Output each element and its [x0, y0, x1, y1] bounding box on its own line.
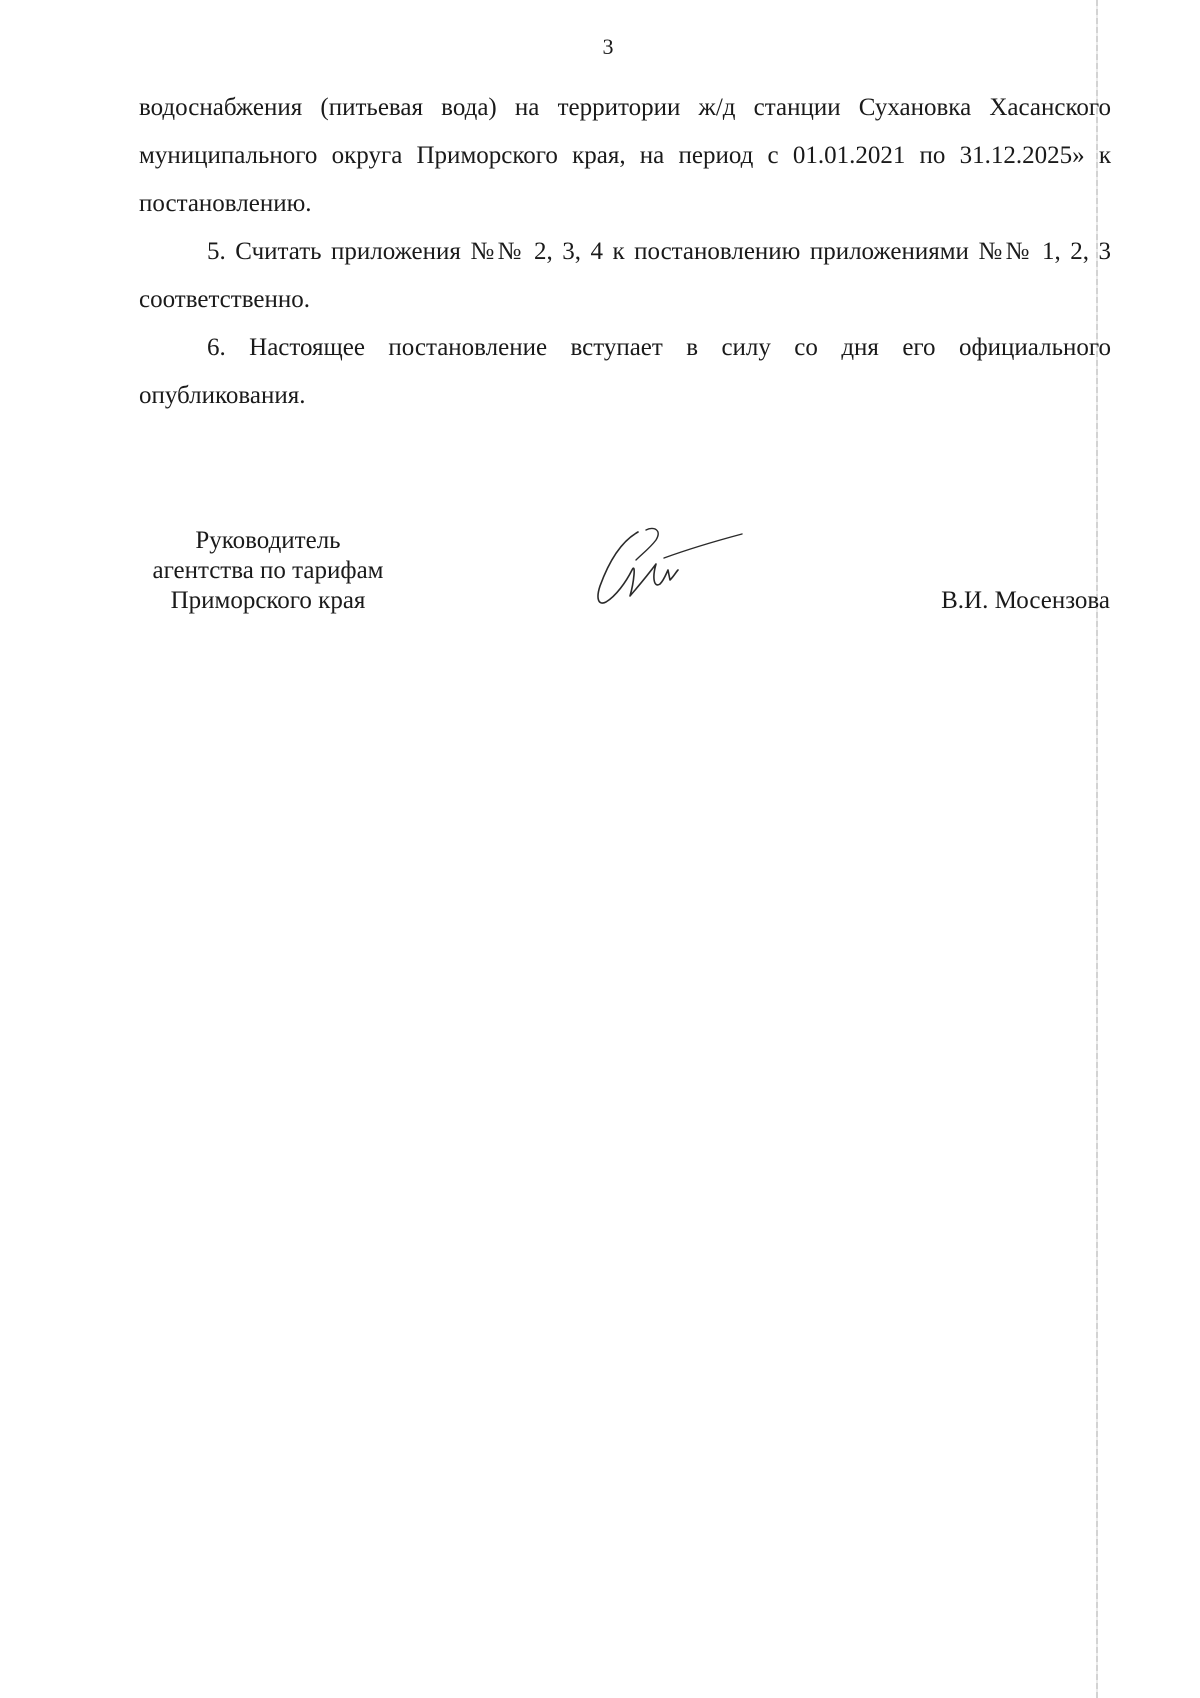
paragraph-continuation: водоснабжения (питьевая вода) на территории ж/д станции Сухановка Хасанского муниципального округа Приморского края, на период с 01.01.2021 по 31.12.2025» к постановлению.	[139, 94, 1111, 217]
signatory-name: В.И. Мосензова	[941, 587, 1110, 614]
signatory-title	[128, 526, 408, 616]
paragraph-item-5: 5. Считать приложения №№ 2, 3, 4 к постановлению приложениями №№ 1, 2, 3 соответственно.	[139, 238, 1111, 313]
document-body	[139, 84, 1111, 420]
signature-stroke-tail	[664, 534, 742, 558]
signatory-title-line-3: Приморского края	[170, 587, 366, 614]
handwritten-signature	[590, 524, 750, 624]
signature-block	[128, 526, 1118, 636]
signatory-title-line-1: Руководитель	[195, 527, 341, 554]
paragraph-item-6: 6. Настоящее постановление вступает в силу со дня его официального опубликования.	[139, 334, 1111, 409]
page-number: 3	[602, 34, 614, 59]
signatory-title-line-2: агентства по тарифам	[152, 557, 384, 584]
signature-stroke-main	[598, 532, 678, 603]
signature-stroke-loop	[636, 528, 658, 560]
